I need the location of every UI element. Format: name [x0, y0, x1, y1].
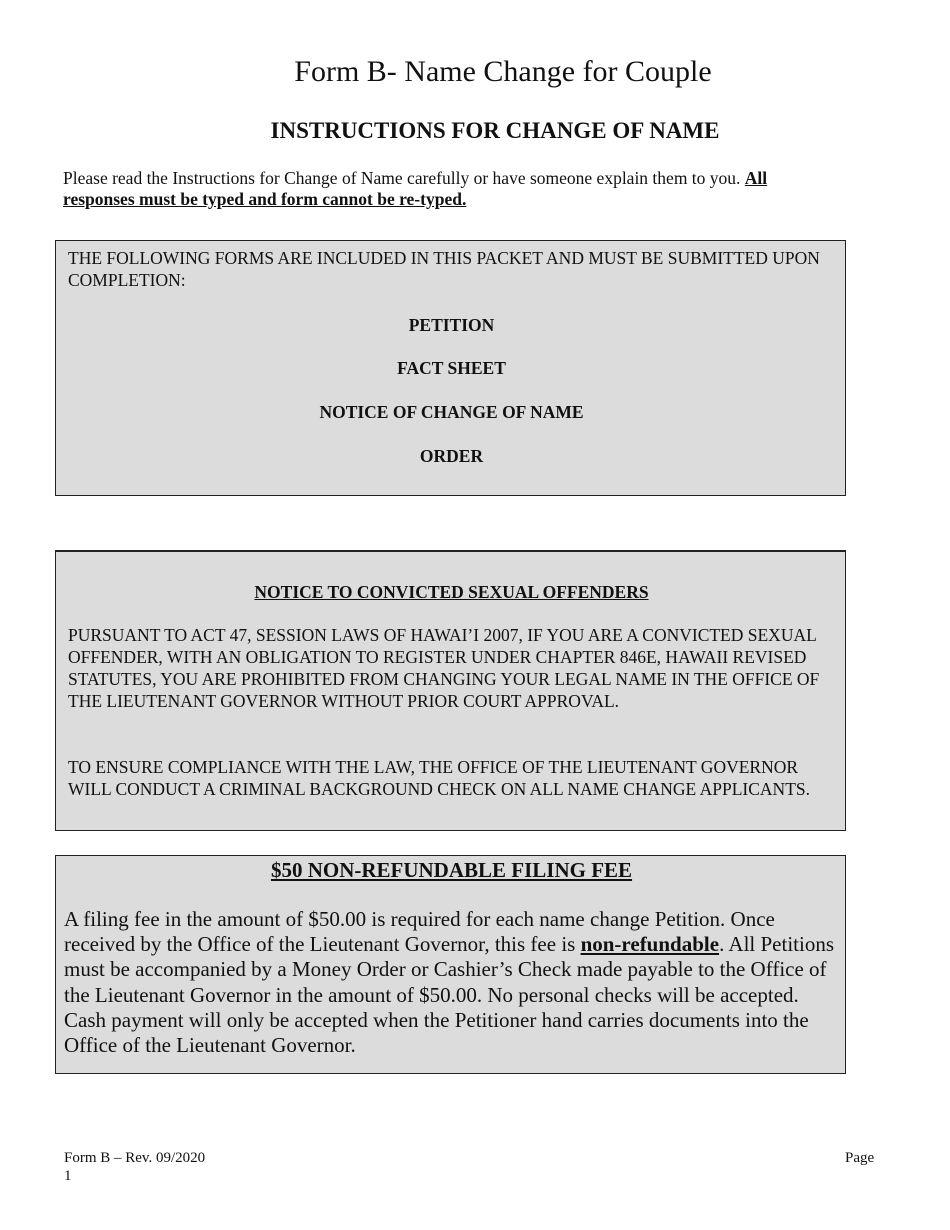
- form-item-fact-sheet: FACT SHEET: [397, 358, 506, 378]
- intro-text: Please read the Instructions for Change of Name carefully or have someone explain them to you.: [63, 168, 745, 188]
- fee-heading: $50 NON-REFUNDABLE FILING FEE: [270, 858, 633, 882]
- form-item-order: ORDER: [419, 446, 484, 466]
- fee-text-end: . All Petitions must be accompanied by a Money Order or Cashier’s Check made payable to the Office of the Lieutenant Governor in the amount of $50.00. No personal checks will be accepted. Cash payment will only be accepted when the Petitioner hand carries documents into the Office of the Lieutenant Governor.: [64, 932, 834, 1058]
- notice-paragraph-1: PURSUANT TO ACT 47, SESSION LAWS OF HAWAI’I 2007, IF YOU ARE A CONVICTED SEXUAL OFFENDER, WITH AN OBLIGATION TO REGISTER UNDER CHAPTER 846E, HAWAII REVISED STATUTES, YOU ARE PROHIBITED FROM CHANGING YOUR LEGAL NAME IN THE OFFICE OF THE LIEUTENANT GOVERNOR WITHOUT PRIOR COURT APPROVAL.: [68, 625, 820, 711]
- page-subtitle: INSTRUCTIONS FOR CHANGE OF NAME: [270, 118, 720, 143]
- form-item-petition: PETITION: [408, 315, 495, 335]
- fee-non-refundable: non-refundable: [580, 932, 720, 957]
- fee-paragraph: [64, 907, 839, 1058]
- form-title: Form B- Name Change for Couple: [294, 55, 712, 88]
- page-number: 1: [64, 1168, 72, 1184]
- notice-paragraph-2: TO ENSURE COMPLIANCE WITH THE LAW, THE OFFICE OF THE LIEUTENANT GOVERNOR WILL CONDUCT A CRIMINAL BACKGROUND CHECK ON ALL NAME CHANGE APPLICANTS.: [68, 757, 810, 799]
- form-item-notice: NOTICE OF CHANGE OF NAME: [319, 402, 584, 422]
- intro-bold-notice: All responses must be typed and form cannot be re-typed.: [63, 168, 768, 209]
- included-forms-box: [55, 240, 846, 496]
- footer-page-label: Page: [845, 1150, 875, 1166]
- footer-revision: [64, 1149, 264, 1185]
- revision-label: Form B – Rev. 09/2020: [64, 1150, 206, 1166]
- intro-paragraph: [63, 168, 843, 210]
- fee-text-start: A filing fee in the amount of $50.00 is required for each name change Petition. Once received by the Office of the Lieutenant Governor, this fee is: [64, 907, 775, 957]
- sexual-offender-notice-box: [55, 550, 846, 831]
- notice-heading: NOTICE TO CONVICTED SEXUAL OFFENDERS: [254, 582, 649, 602]
- filing-fee-box: [55, 855, 846, 1074]
- included-forms-intro: THE FOLLOWING FORMS ARE INCLUDED IN THIS PACKET AND MUST BE SUBMITTED UPON COMPLETION:: [68, 248, 820, 290]
